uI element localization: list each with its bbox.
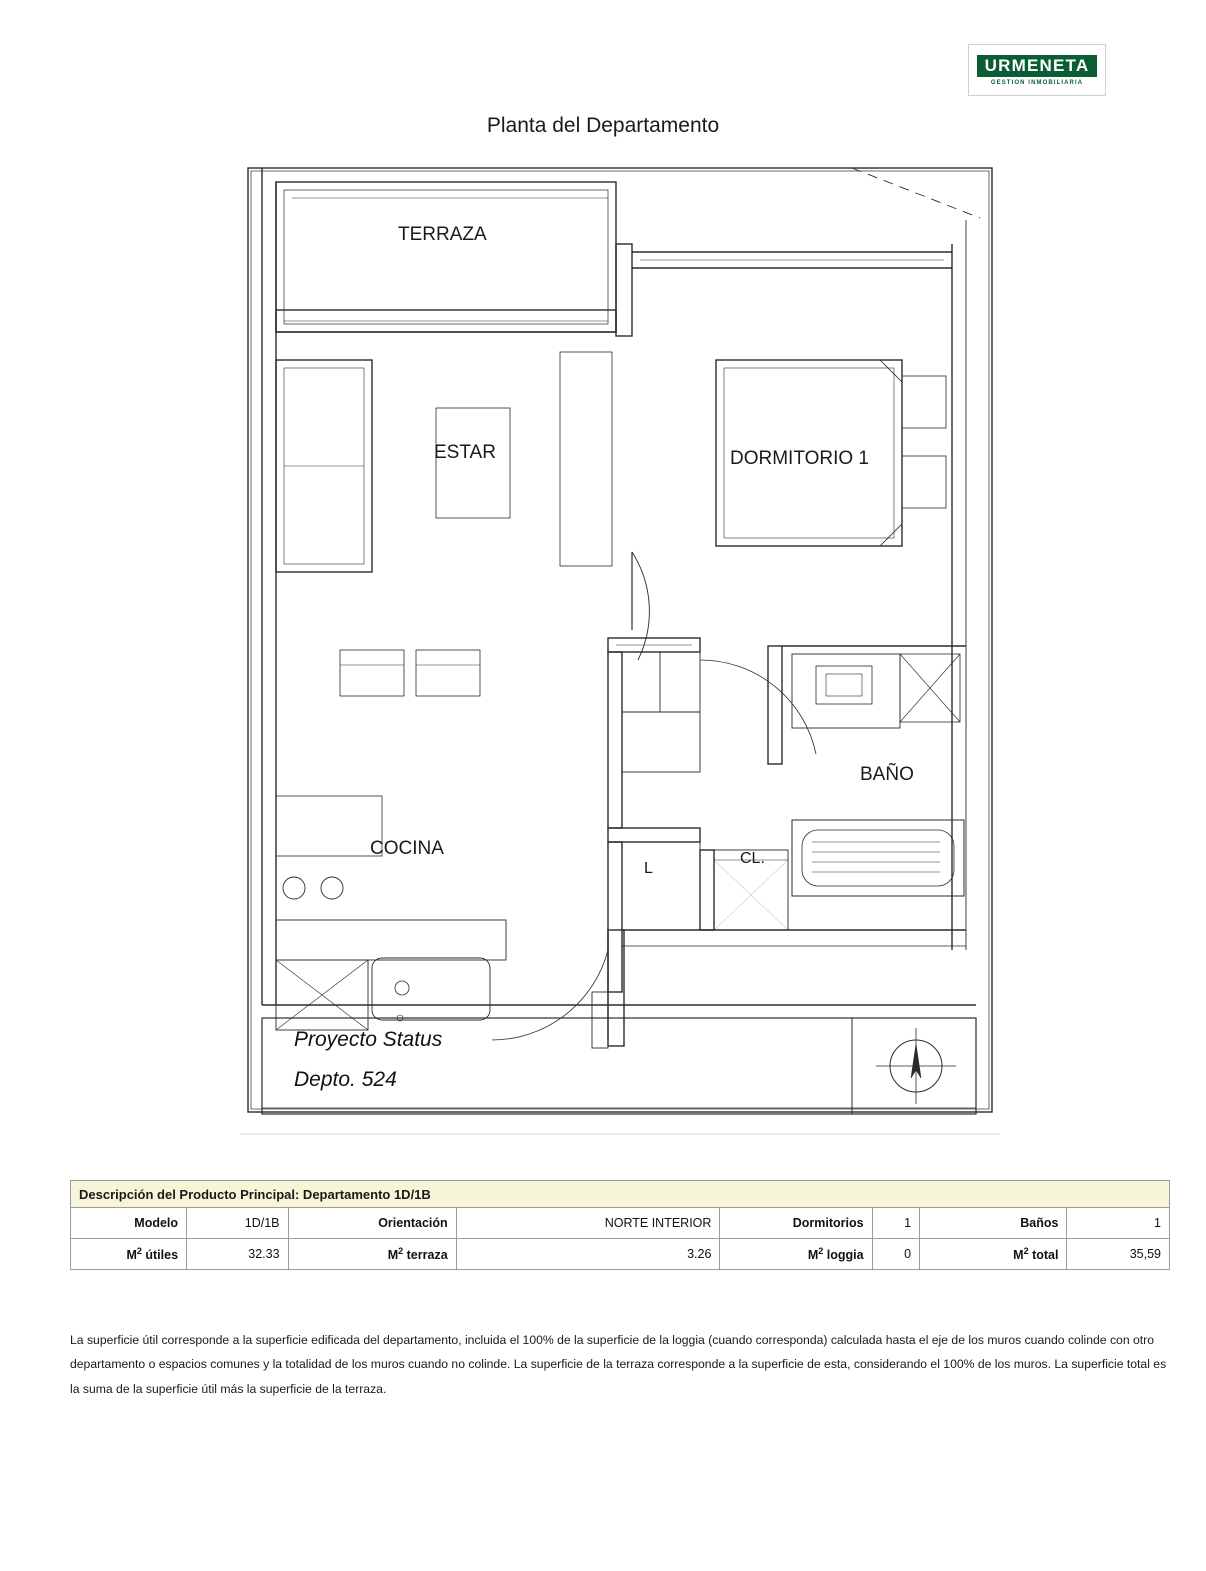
spec-value-m2-total: 35,59 <box>1067 1239 1170 1270</box>
spec-header-label: Descripción del Producto Principal: Departamento 1D/1B <box>71 1181 1170 1208</box>
room-label-closet: CL. <box>740 850 765 867</box>
page-title: Planta del Departamento <box>486 114 720 137</box>
titleblock-project-name: Proyecto Status <box>294 1028 443 1051</box>
room-label-dormitorio-1: DORMITORIO 1 <box>730 448 869 469</box>
spec-label-dormitorios: Dormitorios <box>720 1208 872 1239</box>
logo-tagline-text: GESTION INMOBILIARIA <box>990 79 1084 86</box>
spec-value-m2-loggia: 0 <box>872 1239 920 1270</box>
floor-plan-drawing <box>240 160 1000 1140</box>
spec-label-m2-utiles: $M^2$ útiles <box>71 1239 187 1270</box>
spec-value-m2-utiles: 32.33 <box>187 1239 289 1270</box>
spec-value-dormitorios: 1 <box>872 1208 920 1239</box>
spec-label-m2-loggia: $M^2$ loggia <box>720 1239 872 1270</box>
spec-table-header-row <box>71 1181 1170 1208</box>
titleblock-unit-number: Depto. 524 <box>294 1068 397 1091</box>
room-label-estar: ESTAR <box>434 442 496 463</box>
footnote-text: La superficie útil corresponde a la superficie edificada del departamento, incluida el 100% de la superficie de la loggia (cuando corresponda) calculada hasta el eje de los muros cuando colinde con otro departamento o espacios comunes y la totalidad de los muros cuando no colinde. La superficie de la terraza corresponde a la superficie de esta, considerando el 100% de los muros. La superficie total es la suma de la superficie útil más la superficie de la terraza. <box>70 1333 1167 1396</box>
spec-label-banos: Baños <box>920 1208 1067 1239</box>
spec-table-row-2 <box>71 1239 1170 1270</box>
company-logo <box>968 44 1106 96</box>
spec-label-m2-total: $M^2$ total <box>920 1239 1067 1270</box>
room-label-terraza: TERRAZA <box>398 224 487 245</box>
spec-value-banos: 1 <box>1067 1208 1170 1239</box>
room-label-laundry: L <box>644 860 653 877</box>
spec-label-m2-terraza: $M^2$ terraza <box>288 1239 456 1270</box>
spec-table-row-1 <box>71 1208 1170 1239</box>
spec-value-m2-terraza: 3.26 <box>456 1239 720 1270</box>
spec-label-modelo: Modelo <box>71 1208 187 1239</box>
spec-value-orientacion: NORTE INTERIOR <box>456 1208 720 1239</box>
room-label-cocina: COCINA <box>370 838 444 859</box>
floor-plan-svg <box>240 160 1000 1140</box>
logo-brand-text: URMENETA <box>977 55 1098 77</box>
spec-value-modelo: 1D/1B <box>187 1208 289 1239</box>
product-spec-table <box>70 1180 1170 1270</box>
spec-label-orientacion: Orientación <box>288 1208 456 1239</box>
room-label-bano: BAÑO <box>860 764 914 785</box>
